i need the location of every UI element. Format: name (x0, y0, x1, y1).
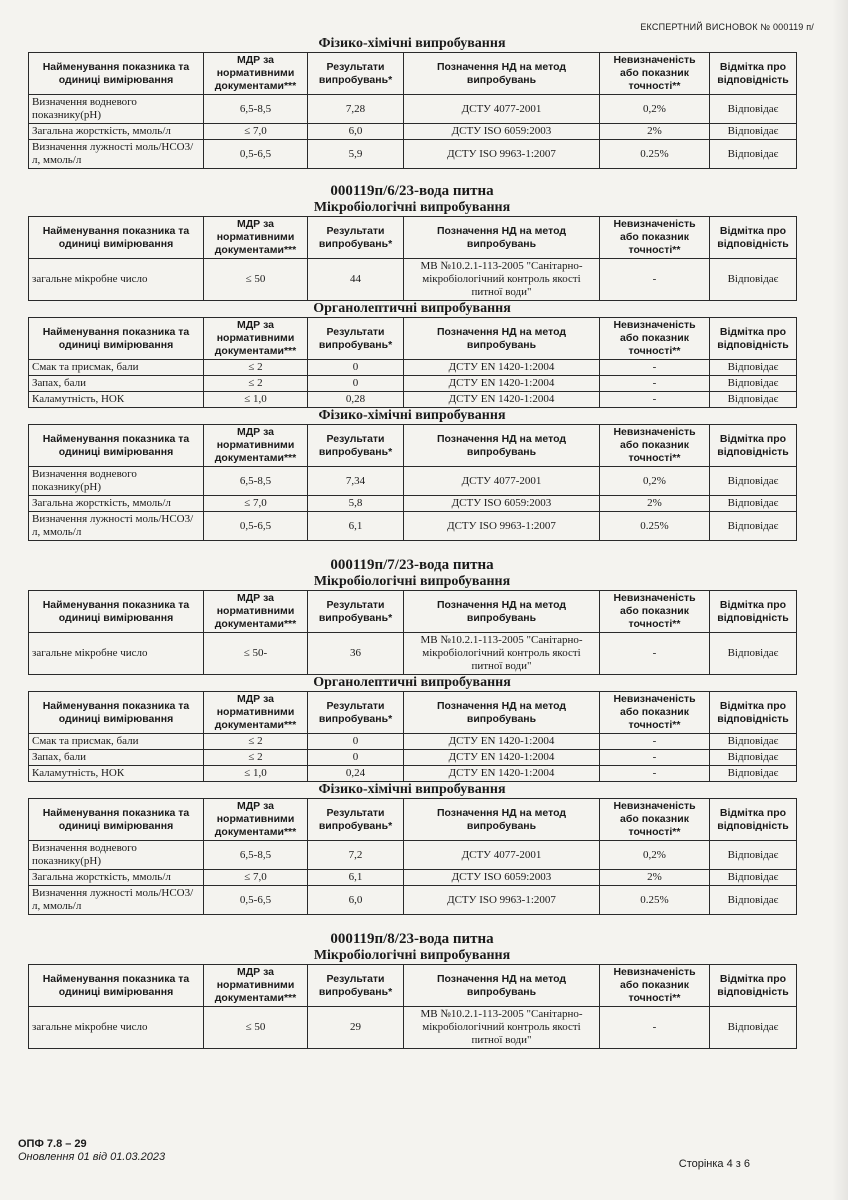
cell-method: ДСТУ 4077-2001 (404, 467, 600, 496)
table-row (29, 124, 797, 140)
phys-section-title: Фізико-хімічні випробування (318, 36, 506, 51)
cell-uncertainty: - (600, 1007, 710, 1049)
column-header-uncert: Невизначеність або показник точності** (600, 799, 710, 841)
table-row (29, 376, 797, 392)
cell-compliance: Відповідає (710, 124, 797, 140)
micro-table (28, 964, 797, 1049)
cell-method: ДСТУ ISO 6059:2003 (404, 124, 600, 140)
micro-section-title: Мікробіологічні випробування (313, 200, 511, 215)
cell-method: МВ №10.2.1-113-2005 "Санітарно-мікробіологічний контроль якості питної води" (404, 1007, 600, 1049)
cell-method: МВ №10.2.1-113-2005 "Санітарно-мікробіологічний контроль якості питної води" (404, 633, 600, 675)
column-header-method: Позначення НД на метод випробувань (404, 53, 600, 95)
form-code: ОПФ 7.8 – 29 (18, 1138, 87, 1150)
cell-uncertainty: 0.25% (600, 140, 710, 169)
sample-block (28, 931, 796, 1049)
cell-norm: ≤ 2 (204, 376, 308, 392)
cell-method: ДСТУ 4077-2001 (404, 841, 600, 870)
cell-uncertainty: 2% (600, 870, 710, 886)
phys-table (28, 52, 797, 169)
table-row (29, 512, 797, 541)
cell-compliance: Відповідає (710, 467, 797, 496)
cell-indicator: Визначення лужності моль/НСО3/л, ммоль/л (29, 512, 204, 541)
column-header-mark: Відмітка про відповідність (710, 591, 797, 633)
cell-indicator: загальне мікробне число (29, 633, 204, 675)
cell-result: 0 (308, 734, 404, 750)
cell-result: 0 (308, 360, 404, 376)
cell-compliance: Відповідає (710, 95, 797, 124)
cell-norm: ≤ 2 (204, 734, 308, 750)
micro-section-title: Мікробіологічні випробування (313, 574, 511, 589)
cell-uncertainty: - (600, 392, 710, 408)
cell-norm: ≤ 1,0 (204, 392, 308, 408)
cell-result: 5,9 (308, 140, 404, 169)
cell-uncertainty: 2% (600, 124, 710, 140)
organo-table (28, 691, 797, 782)
table-row (29, 140, 797, 169)
cell-result: 5,8 (308, 496, 404, 512)
cell-norm: ≤ 7,0 (204, 124, 308, 140)
column-header-method: Позначення НД на метод випробувань (404, 965, 600, 1007)
column-header-uncert: Невизначеність або показник точності** (600, 318, 710, 360)
column-header-result: Результати випробувань* (308, 217, 404, 259)
column-header-mdr: МДР за нормативними документами*** (204, 965, 308, 1007)
phys-table (28, 798, 797, 915)
cell-uncertainty: - (600, 633, 710, 675)
cell-method: ДСТУ ISO 6059:2003 (404, 870, 600, 886)
cell-indicator: Визначення лужності моль/НСО3/л, ммоль/л (29, 886, 204, 915)
column-header-result: Результати випробувань* (308, 965, 404, 1007)
cell-compliance: Відповідає (710, 766, 797, 782)
cell-result: 0,24 (308, 766, 404, 782)
cell-indicator: Смак та присмак, бали (29, 734, 204, 750)
table-header-row (29, 591, 797, 633)
organo-section-title: Органолептичні випробування (313, 675, 511, 690)
cell-compliance: Відповідає (710, 870, 797, 886)
table-header-row (29, 799, 797, 841)
table-row (29, 633, 797, 675)
cell-uncertainty: 0,2% (600, 467, 710, 496)
table-header-row (29, 425, 797, 467)
cell-norm: 0,5-6,5 (204, 140, 308, 169)
cell-uncertainty: 0.25% (600, 886, 710, 915)
cell-norm: ≤ 50- (204, 633, 308, 675)
column-header-result: Результати випробувань* (308, 425, 404, 467)
table-header-row (29, 692, 797, 734)
cell-method: ДСТУ EN 1420-1:2004 (404, 734, 600, 750)
column-header-mark: Відмітка про відповідність (710, 965, 797, 1007)
cell-uncertainty: - (600, 750, 710, 766)
cell-method: ДСТУ EN 1420-1:2004 (404, 360, 600, 376)
cell-compliance: Відповідає (710, 496, 797, 512)
micro-section-title: Мікробіологічні випробування (313, 948, 511, 963)
sample-title: 000119п/6/23-вода питна (330, 183, 494, 199)
column-header-mark: Відмітка про відповідність (710, 799, 797, 841)
cell-result: 0 (308, 750, 404, 766)
cell-norm: 0,5-6,5 (204, 512, 308, 541)
cell-compliance: Відповідає (710, 750, 797, 766)
cell-method: ДСТУ ISO 9963-1:2007 (404, 886, 600, 915)
column-header-mdr: МДР за нормативними документами*** (204, 318, 308, 360)
column-header-name: Найменування показника та одиниці вимірювання (29, 53, 204, 95)
cell-result: 36 (308, 633, 404, 675)
column-header-method: Позначення НД на метод випробувань (404, 318, 600, 360)
column-header-mark: Відмітка про відповідність (710, 692, 797, 734)
table-row (29, 734, 797, 750)
cell-indicator: Загальна жорсткість, ммоль/л (29, 496, 204, 512)
cell-method: ДСТУ EN 1420-1:2004 (404, 392, 600, 408)
column-header-name: Найменування показника та одиниці вимірювання (29, 591, 204, 633)
column-header-mdr: МДР за нормативними документами*** (204, 692, 308, 734)
cell-uncertainty: 2% (600, 496, 710, 512)
column-header-mdr: МДР за нормативними документами*** (204, 425, 308, 467)
footer-form-info (18, 1138, 165, 1164)
column-header-result: Результати випробувань* (308, 53, 404, 95)
cell-method: ДСТУ EN 1420-1:2004 (404, 766, 600, 782)
cell-compliance: Відповідає (710, 734, 797, 750)
cell-compliance: Відповідає (710, 886, 797, 915)
cell-indicator: Визначення водневого показнику(pH) (29, 841, 204, 870)
table-row (29, 1007, 797, 1049)
cell-result: 7,2 (308, 841, 404, 870)
column-header-result: Результати випробувань* (308, 591, 404, 633)
cell-compliance: Відповідає (710, 392, 797, 408)
table-header-row (29, 318, 797, 360)
cell-indicator: Запах, бали (29, 376, 204, 392)
cell-result: 7,28 (308, 95, 404, 124)
column-header-name: Найменування показника та одиниці вимірювання (29, 425, 204, 467)
cell-norm: ≤ 50 (204, 1007, 308, 1049)
table-row (29, 496, 797, 512)
cell-indicator: загальне мікробне число (29, 1007, 204, 1049)
cell-indicator: Визначення водневого показнику(pH) (29, 467, 204, 496)
column-header-result: Результати випробувань* (308, 318, 404, 360)
column-header-uncert: Невизначеність або показник точності** (600, 591, 710, 633)
cell-uncertainty: - (600, 259, 710, 301)
cell-indicator: Визначення водневого показнику(pH) (29, 95, 204, 124)
column-header-name: Найменування показника та одиниці вимірювання (29, 799, 204, 841)
column-header-mdr: МДР за нормативними документами*** (204, 53, 308, 95)
sample-block (28, 183, 796, 541)
cell-uncertainty: 0,2% (600, 841, 710, 870)
sample-title: 000119п/7/23-вода питна (330, 557, 494, 573)
column-header-name: Найменування показника та одиниці вимірювання (29, 217, 204, 259)
cell-uncertainty: 0,2% (600, 95, 710, 124)
column-header-uncert: Невизначеність або показник точності** (600, 53, 710, 95)
micro-table (28, 590, 797, 675)
organo-section-title: Органолептичні випробування (313, 301, 511, 316)
scan-edge-shadow (832, 0, 848, 1200)
cell-method: ДСТУ EN 1420-1:2004 (404, 750, 600, 766)
column-header-result: Результати випробувань* (308, 799, 404, 841)
cell-norm: 6,5-8,5 (204, 841, 308, 870)
organo-table (28, 317, 797, 408)
cell-compliance: Відповідає (710, 633, 797, 675)
table-row (29, 259, 797, 301)
table-row (29, 467, 797, 496)
table-row (29, 841, 797, 870)
cell-uncertainty: - (600, 766, 710, 782)
cell-compliance: Відповідає (710, 1007, 797, 1049)
cell-method: МВ №10.2.1-113-2005 "Санітарно-мікробіологічний контроль якості питної води" (404, 259, 600, 301)
cell-method: ДСТУ ISO 9963-1:2007 (404, 140, 600, 169)
cell-norm: ≤ 2 (204, 360, 308, 376)
column-header-name: Найменування показника та одиниці вимірювання (29, 318, 204, 360)
table-row (29, 886, 797, 915)
table-row (29, 392, 797, 408)
column-header-method: Позначення НД на метод випробувань (404, 217, 600, 259)
column-header-method: Позначення НД на метод випробувань (404, 692, 600, 734)
table-header-row (29, 965, 797, 1007)
column-header-method: Позначення НД на метод випробувань (404, 799, 600, 841)
cell-compliance: Відповідає (710, 512, 797, 541)
cell-method: ДСТУ ISO 9963-1:2007 (404, 512, 600, 541)
cell-norm: ≤ 50 (204, 259, 308, 301)
column-header-uncert: Невизначеність або показник точності** (600, 217, 710, 259)
cell-indicator: Каламутність, НОК (29, 766, 204, 782)
column-header-method: Позначення НД на метод випробувань (404, 425, 600, 467)
cell-method: ДСТУ EN 1420-1:2004 (404, 376, 600, 392)
table-row (29, 95, 797, 124)
table-row (29, 360, 797, 376)
cell-uncertainty: - (600, 376, 710, 392)
cell-norm: ≤ 2 (204, 750, 308, 766)
cell-compliance: Відповідає (710, 360, 797, 376)
cell-norm: ≤ 7,0 (204, 870, 308, 886)
cell-uncertainty: - (600, 360, 710, 376)
cell-result: 6,1 (308, 512, 404, 541)
column-header-uncert: Невизначеність або показник точності** (600, 965, 710, 1007)
table-row (29, 766, 797, 782)
sample-title: 000119п/8/23-вода питна (330, 931, 494, 947)
column-header-result: Результати випробувань* (308, 692, 404, 734)
cell-norm: 0,5-6,5 (204, 886, 308, 915)
phys-section-title: Фізико-хімічні випробування (318, 408, 506, 423)
cell-indicator: Загальна жорсткість, ммоль/л (29, 870, 204, 886)
update-date: Оновлення 01 від 01.03.2023 (18, 1151, 166, 1163)
cell-result: 7,34 (308, 467, 404, 496)
column-header-mark: Відмітка про відповідність (710, 425, 797, 467)
cell-compliance: Відповідає (710, 259, 797, 301)
document-content (28, 36, 796, 1049)
table-header-row (29, 217, 797, 259)
cell-result: 29 (308, 1007, 404, 1049)
cell-compliance: Відповідає (710, 140, 797, 169)
cell-result: 44 (308, 259, 404, 301)
cell-norm: 6,5-8,5 (204, 467, 308, 496)
cell-result: 0 (308, 376, 404, 392)
column-header-mdr: МДР за нормативними документами*** (204, 217, 308, 259)
cell-norm: 6,5-8,5 (204, 95, 308, 124)
column-header-mark: Відмітка про відповідність (710, 53, 797, 95)
cell-compliance: Відповідає (710, 376, 797, 392)
cell-indicator: Загальна жорсткість, ммоль/л (29, 124, 204, 140)
cell-method: ДСТУ ISO 6059:2003 (404, 496, 600, 512)
page-number: Сторінка 4 з 6 (678, 1158, 750, 1170)
cell-uncertainty: - (600, 734, 710, 750)
column-header-method: Позначення НД на метод випробувань (404, 591, 600, 633)
conclusion-header: ЕКСПЕРТНИЙ ВИСНОВОК № 000119 п/ (640, 22, 814, 32)
cell-indicator: Смак та присмак, бали (29, 360, 204, 376)
cell-norm: ≤ 7,0 (204, 496, 308, 512)
cell-result: 6,1 (308, 870, 404, 886)
cell-method: ДСТУ 4077-2001 (404, 95, 600, 124)
column-header-mark: Відмітка про відповідність (710, 318, 797, 360)
table-row (29, 750, 797, 766)
column-header-mdr: МДР за нормативними документами*** (204, 799, 308, 841)
column-header-name: Найменування показника та одиниці вимірювання (29, 692, 204, 734)
cell-norm: ≤ 1,0 (204, 766, 308, 782)
column-header-uncert: Невизначеність або показник точності** (600, 425, 710, 467)
column-header-uncert: Невизначеність або показник точності** (600, 692, 710, 734)
column-header-mdr: МДР за нормативними документами*** (204, 591, 308, 633)
cell-result: 0,28 (308, 392, 404, 408)
cell-indicator: Запах, бали (29, 750, 204, 766)
column-header-name: Найменування показника та одиниці вимірювання (29, 965, 204, 1007)
cell-compliance: Відповідає (710, 841, 797, 870)
phys-section-title: Фізико-хімічні випробування (318, 782, 506, 797)
cell-indicator: Визначення лужності моль/НСО3/л, ммоль/л (29, 140, 204, 169)
cell-result: 6,0 (308, 124, 404, 140)
phys-table (28, 424, 797, 541)
table-header-row (29, 53, 797, 95)
cell-indicator: загальне мікробне число (29, 259, 204, 301)
column-header-mark: Відмітка про відповідність (710, 217, 797, 259)
micro-table (28, 216, 797, 301)
cell-uncertainty: 0.25% (600, 512, 710, 541)
cell-indicator: Каламутність, НОК (29, 392, 204, 408)
sample-block (28, 557, 796, 915)
cell-result: 6,0 (308, 886, 404, 915)
table-row (29, 870, 797, 886)
